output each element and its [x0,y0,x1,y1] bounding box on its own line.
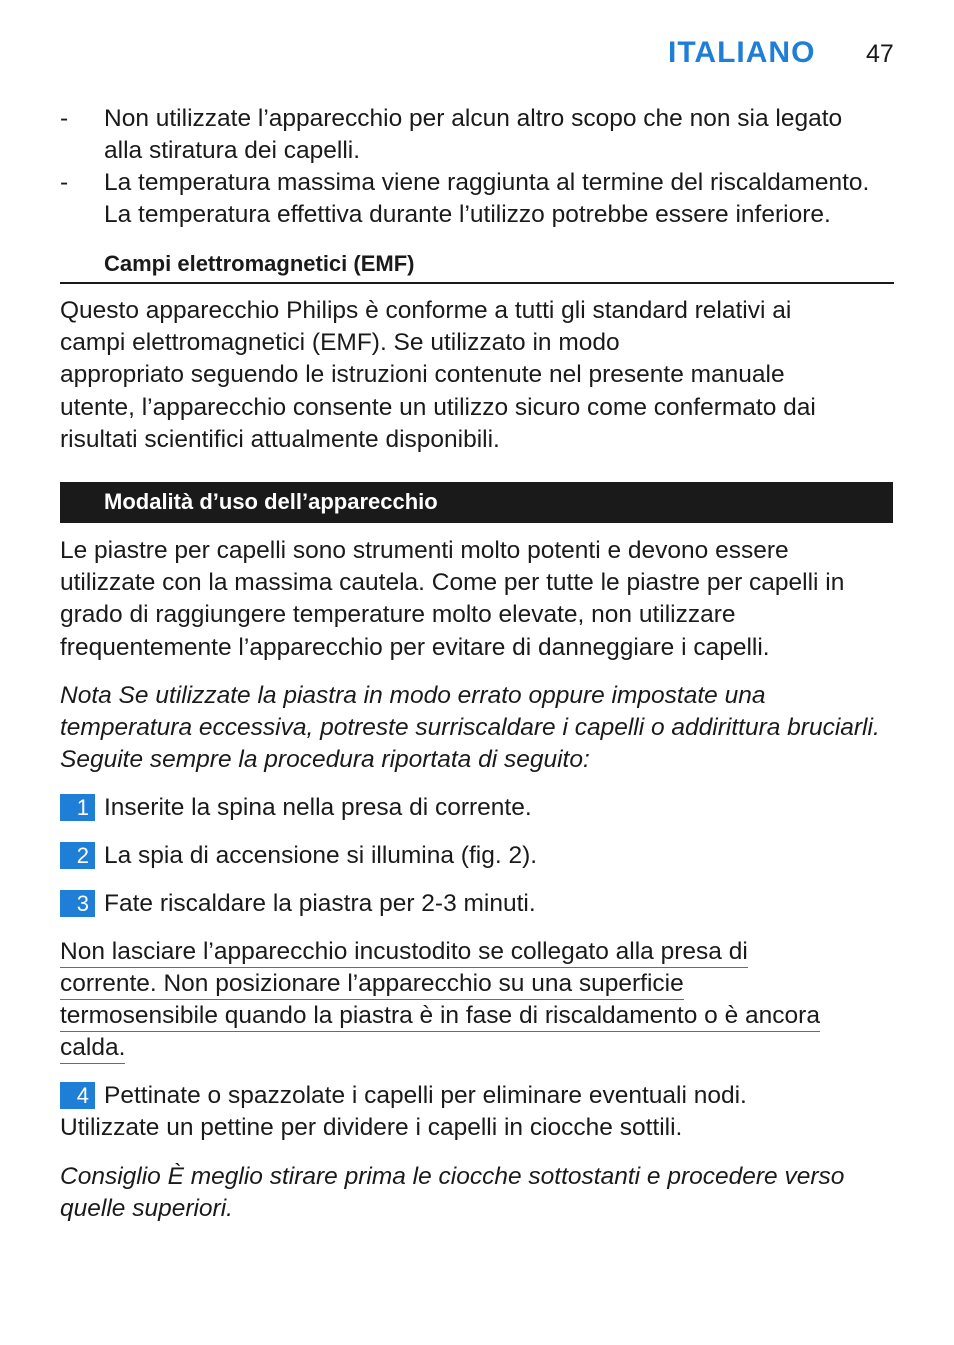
section-bar-usage [60,482,893,523]
bullet-item [104,103,904,167]
bullet-dash: - [60,169,69,196]
step-text: La spia di accensione si illumina (fig. 2). [104,842,538,869]
paragraph-line: Questo apparecchio Philips è conforme a tutti gli standard relativi ai [60,297,792,324]
bullet-item [104,167,904,231]
step-number-badge: 4 [60,1082,95,1109]
step-number-badge: 1 [60,794,95,821]
paragraph-line: risultati scientifici attualmente disponibili. [60,425,500,453]
step-text: Pettinate o spazzolate i capelli per eliminare eventuali nodi. [104,1082,747,1109]
bullet-line: Non utilizzate l’apparecchio per alcun altro scopo che non sia legato [104,105,843,132]
tip-paragraph [60,1161,900,1225]
paragraph-line: utilizzate con la massima cautela. Come per tutte le piastre per capelli in [60,569,845,597]
step-text: Fate riscaldare la piastra per 2-3 minuti. [104,890,536,917]
warning-line: Non lasciare l’apparecchio incustodito se collegato alla presa di [60,936,748,968]
section-heading-usage: Modalità d’uso dell’apparecchio [104,489,438,514]
emf-paragraph [60,295,900,456]
step-number-badge: 3 [60,890,95,917]
warning-line: corrente. Non posizionare l’apparecchio su una superficie [60,968,684,1000]
step-text: Inserite la spina nella presa di corrente. [104,794,532,821]
section-heading-emf: Campi elettromagnetici (EMF) [104,251,415,276]
paragraph-line: Le piastre per capelli sono strumenti molto potenti e devono essere [60,537,789,564]
step-number-badge: 2 [60,842,95,869]
paragraph-line: frequentemente l’apparecchio per evitare di danneggiare i capelli. [60,633,770,661]
bullet-line: La temperatura effettiva durante l’utilizzo potrebbe essere inferiore. [104,201,831,229]
paragraph-line: grado di raggiungere temperature molto elevate, non utilizzare [60,601,736,629]
paragraph-line: Nota Se utilizzate la piastra in modo errato oppure impostate una [60,682,766,709]
bullet-line: alla stiratura dei capelli. [104,137,361,165]
paragraph-line: Consiglio È meglio stirare prima le ciocche sottostanti e procedere verso [60,1163,845,1190]
bullet-dash: - [60,105,69,132]
warning-line: calda. [60,1032,125,1064]
paragraph-line: appropriato seguendo le istruzioni contenute nel presente manuale [60,361,785,389]
warning-line: termosensibile quando la piastra è in fase di riscaldamento o è ancora [60,1000,820,1032]
bullet-line: La temperatura massima viene raggiunta al termine del riscaldamento. [104,169,870,196]
step-followup-text: Utilizzate un pettine per dividere i capelli in ciocche sottili. [60,1114,683,1141]
language-label: ITALIANO [668,36,816,69]
section-rule [60,282,894,284]
paragraph-line: Seguite sempre la procedura riportata di seguito: [60,746,590,774]
paragraph-line: campi elettromagnetici (EMF). Se utilizzato in modo [60,329,620,357]
paragraph-line: quelle superiori. [60,1195,233,1223]
paragraph-line: temperatura eccessiva, potreste surriscaldare i capelli o addirittura bruciarli. [60,714,880,742]
usage-intro-paragraph [60,535,900,664]
note-paragraph [60,680,900,777]
paragraph-line: utente, l’apparecchio consente un utilizzo sicuro come confermato dai [60,393,816,421]
page-number: 47 [866,40,894,68]
